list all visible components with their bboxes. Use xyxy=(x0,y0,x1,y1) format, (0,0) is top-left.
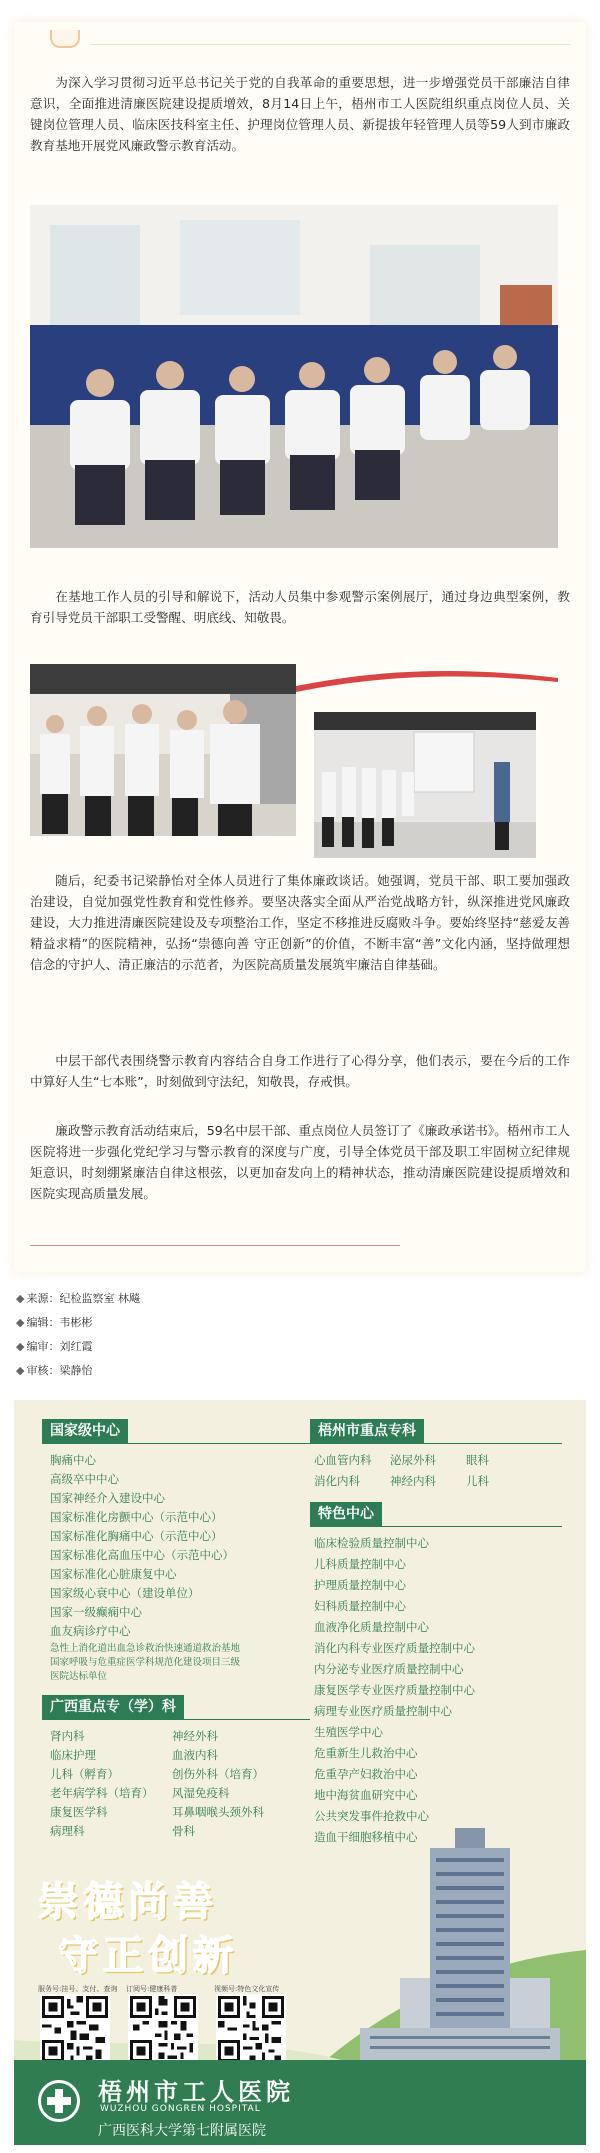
meta-reviewer: ◆ 编审：刘红霞 xyxy=(16,1340,93,1353)
special-item: 造血干细胞移植中心 xyxy=(314,1830,418,1844)
guangxi-key-disciplines-heading: 广西重点专（学）科 xyxy=(42,1695,184,1719)
slogan-line-1: 崇德尚善 xyxy=(38,1878,218,1925)
national-item: 国家级心衰中心（建设单位） xyxy=(50,1586,200,1600)
guangxi-item: 肾内科 xyxy=(50,1729,85,1743)
guangxi-item: 神经外科 xyxy=(172,1729,218,1743)
slogan-line-2: 守正创新 xyxy=(58,1932,238,1979)
wuzhou-heading-rule xyxy=(310,1443,562,1444)
special-item: 生殖医学中心 xyxy=(314,1725,383,1739)
exhibition-hall-photo-right xyxy=(314,712,536,858)
special-item: 病理专业医疗质量控制中心 xyxy=(314,1704,452,1718)
national-item: 国家标准化心脏康复中心 xyxy=(50,1567,177,1581)
card-top-divider xyxy=(90,44,570,45)
special-item: 消化内科专业医疗质量控制中心 xyxy=(314,1641,475,1655)
national-item: 血友病诊疗中心 xyxy=(50,1624,131,1638)
hospital-name: 梧州市工人医院 xyxy=(98,2077,294,2106)
national-item: 高级卒中中心 xyxy=(50,1472,119,1486)
qr-code-subscription-icon[interactable] xyxy=(128,1994,198,2064)
hospital-poster xyxy=(14,1400,586,2145)
guangxi-item: 康复医学科 xyxy=(50,1805,108,1819)
qr-caption-service: 服务号:挂号、支付、查询 xyxy=(38,1985,118,1993)
national-item: 国家标准化高血压中心（示范中心） xyxy=(50,1548,234,1562)
national-item: 国家标准化房颤中心（示范中心） xyxy=(50,1510,223,1524)
national-item: 国家标准化胸痛中心（示范中心） xyxy=(50,1529,223,1543)
special-item: 临床检验质量控制中心 xyxy=(314,1536,429,1550)
guangxi-item: 老年病学科（培育） xyxy=(50,1786,154,1800)
wuzhou-item: 儿科 xyxy=(466,1474,489,1488)
hospital-name-english: WUZHOU GONGREN HOSPITAL xyxy=(100,2104,261,2114)
bullet-icon: ◆ xyxy=(16,1292,25,1305)
article-paragraph-3: 随后，纪委书记梁静怡对全体人员进行了集体廉政谈话。她强调，党员干部、职工要加强政治建设，自觉加强党性教育和党性修养。要坚决落实全面从严治党战略方针，纵深推进党风廉政建设，大力推进清廉医院建设及专项整治工作，坚定不移推进反腐败斗争。要始终坚持“慈爱友善 精益求精”的医院精神，弘扬“崇德向善 守正创新”的价值，不断丰富“善”文化内涵，坚持做理想信念的守护人、清正廉洁的示范者，为医院高质量发展筑牢廉洁自律基础。 xyxy=(30,873,570,972)
special-item: 护理质量控制中心 xyxy=(314,1578,406,1592)
hospital-affiliation: 广西医科大学第七附属医院 xyxy=(98,2123,266,2139)
qr-caption-subscription: 订阅号:健康科普 xyxy=(126,1985,178,1993)
meta-editor: ◆ 编辑：韦彬彬 xyxy=(16,1316,93,1329)
national-item: 国家神经介入建设中心 xyxy=(50,1491,165,1505)
article-paragraph-4: 中层干部代表围绕警示教育内容结合自身工作进行了心得分享，他们表示，要在今后的工作中算好人生“七本账”，时刻做到守法纪，知敬畏，存戒惧。 xyxy=(30,1053,570,1089)
wuzhou-item: 神经内科 xyxy=(390,1474,436,1488)
national-item: 国家一级癫痫中心 xyxy=(50,1605,142,1619)
special-item: 危重孕产妇救治中心 xyxy=(314,1767,418,1781)
bullet-icon: ◆ xyxy=(16,1364,25,1377)
guangxi-item: 创伤外科（培育） xyxy=(172,1767,264,1781)
special-item: 儿科质量控制中心 xyxy=(314,1557,406,1571)
bullet-icon: ◆ xyxy=(16,1340,25,1353)
special-item: 危重新生儿救治中心 xyxy=(314,1746,418,1760)
special-item: 公共突发事件抢救中心 xyxy=(314,1809,429,1823)
qr-caption-video: 视频号:特色文化宣传 xyxy=(214,1985,280,1993)
meta-source: ◆ 来源：纪检监察室 林飚 xyxy=(16,1292,140,1305)
article-end-divider xyxy=(30,1245,400,1246)
guangxi-heading-rule xyxy=(42,1719,310,1720)
auditorium-photo xyxy=(30,205,558,548)
decorative-red-wave xyxy=(296,664,558,694)
exhibition-hall-photo-left xyxy=(30,664,296,836)
guangxi-item: 血液内科 xyxy=(172,1748,218,1762)
hospital-building-illustration xyxy=(360,1828,560,2068)
national-item: 胸痛中心 xyxy=(50,1453,96,1467)
hospital-logo-icon xyxy=(38,2080,80,2122)
special-item: 妇科质量控制中心 xyxy=(314,1599,406,1613)
special-centers-heading: 特色中心 xyxy=(310,1502,382,1526)
special-heading-rule xyxy=(310,1526,562,1527)
national-heading-rule xyxy=(42,1443,310,1444)
guangxi-item: 风湿免疫科 xyxy=(172,1786,230,1800)
guangxi-item: 病理科 xyxy=(50,1824,85,1838)
guangxi-item: 耳鼻咽喉头颈外科 xyxy=(172,1805,264,1819)
bullet-icon: ◆ xyxy=(16,1316,25,1329)
card-corner-mark xyxy=(50,30,80,48)
national-centers-heading: 国家级中心 xyxy=(42,1419,128,1443)
guangxi-item: 儿科（孵育） xyxy=(50,1767,119,1781)
national-note: 急性上消化道出血急诊救治快速通道救治基地 xyxy=(50,1643,241,1654)
wuzhou-key-specialties-heading: 梧州市重点专科 xyxy=(310,1419,424,1443)
wuzhou-item: 眼科 xyxy=(466,1453,489,1467)
wuzhou-item: 消化内科 xyxy=(314,1474,360,1488)
article-paragraph-5: 廉政警示教育活动结束后，59名中层干部、重点岗位人员签订了《廉政承诺书》。梧州市工人医院将进一步强化党纪学习与警示教育的深度与广度，引导全体党员干部及职工牢固树立纪律规矩意识，时刻绷紧廉洁自律这根弦，以更加奋发向上的精神状态，推动清廉医院建设提质增效和医院实现高质量发展。 xyxy=(30,1123,570,1201)
article-paragraph-2: 在基地工作人员的引导和解说下，活动人员集中参观警示案例展厅，通过身边典型案例，教育引导党员干部职工受警醒、明底线、知敬畏。 xyxy=(30,589,570,625)
wuzhou-item: 泌尿外科 xyxy=(390,1453,436,1467)
qr-code-service-icon[interactable] xyxy=(40,1994,110,2064)
special-item: 地中海贫血研究中心 xyxy=(314,1788,418,1802)
meta-auditor: ◆ 审核：梁静怡 xyxy=(16,1364,93,1377)
special-item: 康复医学专业医疗质量控制中心 xyxy=(314,1683,475,1697)
qr-code-video-icon[interactable] xyxy=(216,1994,286,2064)
national-note: 国家呼吸与危重症医学科规范化建设项目三级 xyxy=(50,1657,241,1668)
article-paragraph-1: 为深入学习贯彻习近平总书记关于党的自我革命的重要思想，进一步增强党员干部廉洁自律意识，全面推进清廉医院建设提质增效，8月14日上午，梧州市工人医院组织重点岗位人员、关键岗位管理人员、临床医技科室主任、护理岗位管理人员、新提拔年轻管理人员等59人到市廉政教育基地开展党风廉政警示教育活动。 xyxy=(30,75,570,153)
special-item: 血液净化质量控制中心 xyxy=(314,1620,429,1634)
wuzhou-item: 心血管内科 xyxy=(314,1453,372,1467)
special-item: 内分泌专业医疗质量控制中心 xyxy=(314,1662,464,1676)
national-note: 医院达标单位 xyxy=(50,1671,108,1682)
guangxi-item: 临床护理 xyxy=(50,1748,96,1762)
guangxi-item: 骨科 xyxy=(172,1824,195,1838)
